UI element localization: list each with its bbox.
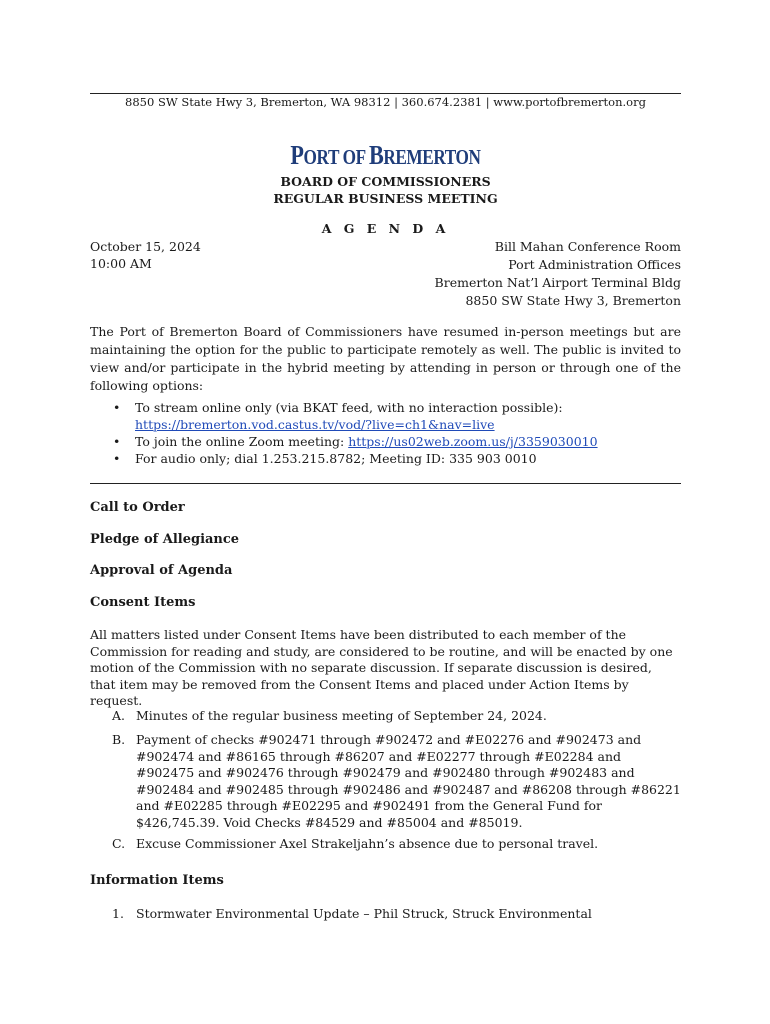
top-rule xyxy=(90,93,681,94)
item-text: Payment of checks #902471 through #902472 and #E02276 and #902473 and #902474 and #86165 through #86207 and #E02277 through #E02284 and #902475 and #902476 through #902479 and #902480 through #902483 and #902484 and #902485 through #902486 and #902487 and #86208 through #86221 and #E02285 through #E02295 and #902491 from the General Fund for $426,745.39. Void Checks #84529 and #85004 and #85019. xyxy=(136,732,681,830)
stream-link[interactable]: https://bremerton.vod.castus.tv/vod/?live=ch1&nav=live xyxy=(135,417,495,432)
meeting-datetime xyxy=(90,238,201,272)
option-audio-text: For audio only; dial 1.253.215.8782; Meeting ID: 335 903 0010 xyxy=(135,451,537,466)
heading-call-to-order: Call to Order xyxy=(90,500,185,515)
location-line: Bremerton Nat’l Airport Terminal Bldg xyxy=(434,275,681,290)
item-text: Stormwater Environmental Update – Phil Struck, Struck Environmental xyxy=(136,906,592,921)
meeting-date: October 15, 2024 xyxy=(90,239,201,254)
location-line: Port Administration Offices xyxy=(508,257,681,272)
option-zoom-text: To join the online Zoom meeting: xyxy=(135,434,349,449)
consent-description: All matters listed under Consent Items have been distributed to each member of the Commission for reading and study, are considered to be routine, and will be enacted by one motion of the Commission with no separate discussion. If separate discussion is desired, that item may be removed from the Consent Items and placed under Action Items by request. xyxy=(90,627,673,708)
option-stream xyxy=(90,399,681,433)
logo-ort-of: ORT OF xyxy=(303,145,369,169)
option-zoom xyxy=(90,433,681,450)
section-divider xyxy=(90,483,681,484)
information-item-1 xyxy=(90,906,681,923)
bullet-icon: • xyxy=(113,451,121,466)
heading-consent: Consent Items xyxy=(90,595,196,610)
consent-item-c xyxy=(90,836,681,853)
zoom-link[interactable]: https://us02web.zoom.us/j/3359030010 xyxy=(348,434,598,449)
meeting-title: REGULAR BUSINESS MEETING xyxy=(273,191,498,206)
board-title: BOARD OF COMMISSIONERS xyxy=(280,174,491,189)
agenda-label: A G E N D A xyxy=(321,221,450,236)
logo-remerton: REMERTON xyxy=(383,145,481,169)
option-stream-text: To stream online only (via BKAT feed, with no interaction possible): xyxy=(135,400,563,415)
participation-options xyxy=(90,399,681,467)
heading-information: Information Items xyxy=(90,873,224,888)
bullet-icon: • xyxy=(113,434,121,449)
intro-paragraph: The Port of Bremerton Board of Commissioners have resumed in-person meetings but are maintaining the option for the public to participate remotely as well. The public is invited to view and/or participate in the hybrid meeting by attending in person or through one of the following options: xyxy=(90,324,681,393)
item-label: B. xyxy=(112,732,126,747)
consent-item-a xyxy=(90,708,681,725)
address-line: 8850 SW State Hwy 3, Bremerton, WA 98312 | 360.674.2381 | www.portofbremerton.org xyxy=(125,95,646,109)
logo-p: P xyxy=(290,140,304,170)
bullet-icon: • xyxy=(113,400,121,415)
item-label: C. xyxy=(112,836,126,851)
location-line: 8850 SW State Hwy 3, Bremerton xyxy=(465,293,681,308)
item-text: Minutes of the regular business meeting of September 24, 2024. xyxy=(136,708,547,723)
consent-item-b xyxy=(90,732,681,831)
item-label: A. xyxy=(112,708,126,723)
location-line: Bill Mahan Conference Room xyxy=(494,239,681,254)
heading-pledge: Pledge of Allegiance xyxy=(90,532,240,547)
logo-b: B xyxy=(368,140,384,170)
option-audio xyxy=(90,450,681,467)
heading-approval: Approval of Agenda xyxy=(90,563,233,578)
item-text: Excuse Commissioner Axel Strakeljahn’s absence due to personal travel. xyxy=(136,836,599,851)
item-label: 1. xyxy=(112,906,124,921)
meeting-time: 10:00 AM xyxy=(90,256,152,271)
meeting-location xyxy=(435,238,681,310)
port-logo xyxy=(143,140,628,171)
